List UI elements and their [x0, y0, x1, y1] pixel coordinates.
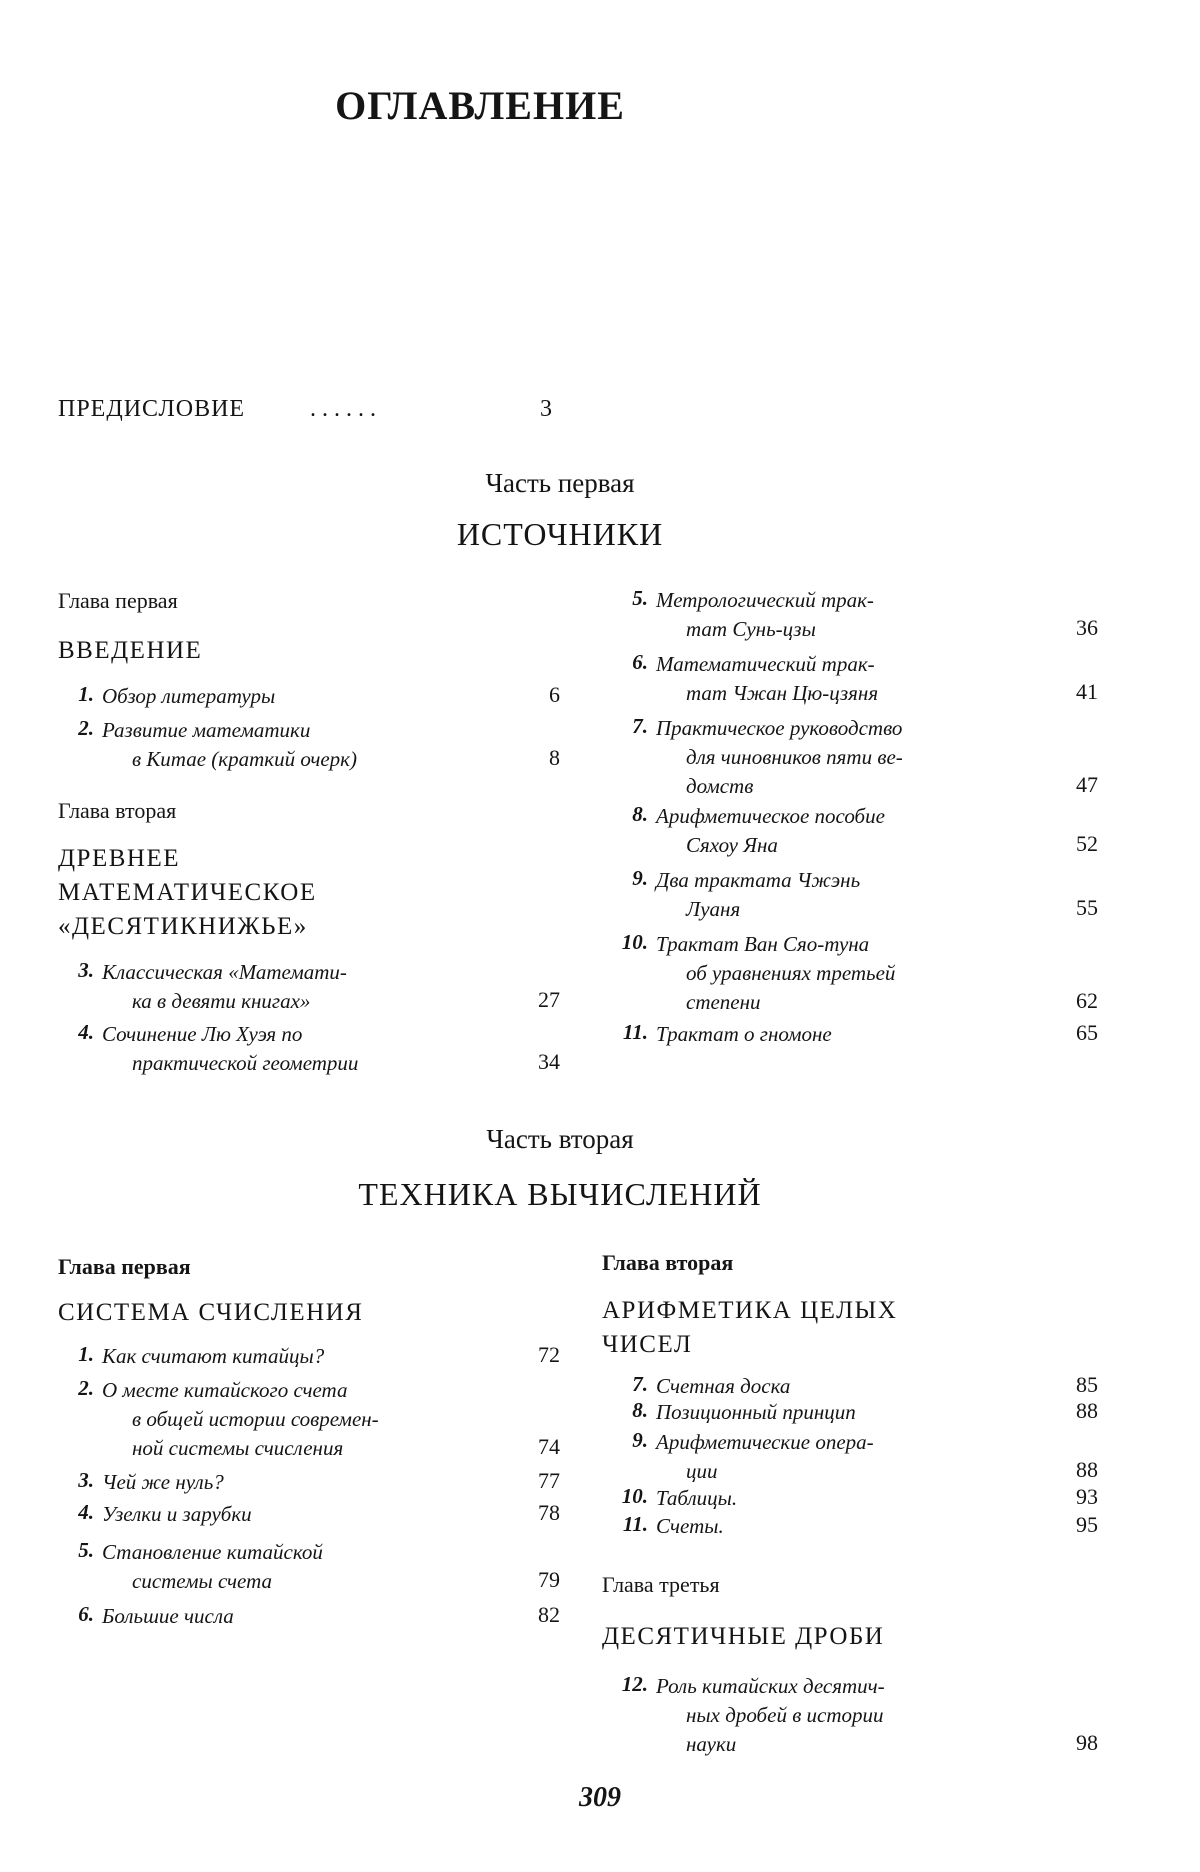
toc-entry-line: Счеты. — [656, 1514, 724, 1538]
toc-entry-line: Счетная доска — [656, 1374, 791, 1398]
toc-entry-title — [102, 682, 512, 711]
toc-entry-title — [102, 1342, 512, 1371]
toc-entry-line: в Китае (краткий очерк) — [132, 747, 357, 771]
toc-entry-number: 3. — [78, 958, 94, 982]
toc-entry-title — [656, 1512, 1061, 1541]
toc-entry-title — [656, 650, 1061, 708]
toc-entry-line: тат Чжан Цю-цзяня — [686, 681, 879, 705]
toc-entry-page: 6 — [549, 682, 560, 707]
toc-entry-page: 74 — [538, 1434, 560, 1459]
toc-entry-title — [102, 716, 512, 774]
toc-entry-page: 82 — [538, 1602, 560, 1627]
toc-entry-line: Луаня — [686, 897, 741, 921]
toc-entry-line: Роль китайских десятич- — [656, 1674, 885, 1698]
toc-entry-line: науки — [686, 1732, 737, 1756]
toc-entry-title — [656, 1020, 1061, 1049]
toc-entry-page: 85 — [1076, 1372, 1098, 1397]
toc-entry-line: ной системы счисления — [132, 1436, 344, 1460]
toc-entry-line: Два трактата Чжэнь — [656, 868, 861, 892]
toc-entry-page: 78 — [538, 1500, 560, 1525]
toc-entry-number: 9. — [632, 1428, 648, 1452]
toc-entry-page: 62 — [1076, 988, 1098, 1013]
toc-entry-title — [102, 1538, 512, 1596]
toc-entry-line: тат Сунь-цзы — [686, 617, 816, 641]
toc-entry-title — [656, 866, 1061, 924]
part1-label: Часть первая — [485, 468, 635, 498]
toc-entry-number: 8. — [632, 1398, 648, 1422]
toc-entry-line: Развитие математики — [102, 718, 311, 742]
part2-ch2-title — [602, 1294, 897, 1362]
toc-entry-title — [102, 958, 512, 1016]
toc-entry-number: 7. — [632, 1372, 648, 1396]
toc-entry-page: 34 — [538, 1049, 560, 1074]
toc-entry-number: 10. — [621, 1484, 648, 1508]
toc-entry-title — [656, 714, 1061, 801]
toc-entry-line: Таблицы. — [656, 1486, 738, 1510]
toc-entry-page: 36 — [1076, 615, 1098, 640]
toc-entry-number: 9. — [632, 866, 648, 890]
toc-entry-number: 11. — [622, 1512, 648, 1536]
part1-ch2-title-line: «ДЕСЯТИКНИЖЬЕ» — [58, 913, 308, 940]
toc-entry-number: 2. — [78, 716, 94, 740]
toc-entry-line: системы счета — [132, 1569, 273, 1593]
toc-entry-line: практической геометрии — [132, 1051, 359, 1075]
part1-ch2-title-line: ДРЕВНЕЕ — [58, 845, 180, 872]
toc-entry-number: 2. — [78, 1376, 94, 1400]
part1-ch2-label: Глава вторая — [58, 798, 177, 823]
toc-entry-page: 8 — [549, 745, 560, 770]
toc-entry-title — [102, 1500, 512, 1529]
toc-entry-line: Практическое руководство — [656, 716, 903, 740]
toc-entry-line: ных дробей в истории — [686, 1703, 884, 1727]
toc-entry-line: в общей истории современ- — [132, 1407, 379, 1431]
toc-entry-line: Узелки и зарубки — [102, 1502, 252, 1526]
toc-entry-title — [102, 1020, 512, 1078]
part2-ch1-title: СИСТЕМА СЧИСЛЕНИЯ — [58, 1299, 364, 1326]
toc-entry-title — [656, 586, 1061, 644]
toc-entry-page: 93 — [1076, 1484, 1098, 1509]
toc-entry-number: 1. — [78, 682, 94, 706]
toc-entry-line: Сяхоу Яна — [686, 833, 778, 857]
toc-entry-page: 98 — [1076, 1730, 1098, 1755]
part2-ch3-title: ДЕСЯТИЧНЫЕ ДРОБИ — [602, 1623, 885, 1650]
toc-entry-page: 55 — [1076, 895, 1098, 920]
toc-entry-line: Позиционный принцип — [656, 1400, 856, 1424]
toc-entry-number: 6. — [632, 650, 648, 674]
toc-entry-line: Как считают китайцы? — [102, 1344, 325, 1368]
toc-entry-line: домств — [686, 774, 754, 798]
toc-entry-title — [656, 930, 1061, 1017]
toc-entry-line: Математический трак- — [656, 652, 875, 676]
part1-ch1-label: Глава первая — [58, 588, 178, 613]
toc-entry-title — [102, 1468, 512, 1497]
part2-title: ТЕХНИКА ВЫЧИСЛЕНИЙ — [358, 1176, 762, 1212]
toc-entry-page: 27 — [538, 987, 560, 1012]
toc-entry-line: об уравнениях третьей — [686, 961, 896, 985]
toc-entry-line: Трактат о гномоне — [656, 1022, 832, 1046]
toc-entry-page: 79 — [538, 1567, 560, 1592]
toc-entry-line: Трактат Ван Сяо-туна — [656, 932, 870, 956]
part2-ch2-title-line: ЧИСЕЛ — [602, 1331, 693, 1358]
toc-entry-line: Арифметические опера- — [656, 1430, 874, 1454]
toc-entry-line: ции — [686, 1459, 718, 1483]
toc-entry-page: 65 — [1076, 1020, 1098, 1045]
toc-entry-number: 8. — [632, 802, 648, 826]
toc-entry-page: 95 — [1076, 1512, 1098, 1537]
part1-ch2-title-line: МАТЕМАТИЧЕСКОЕ — [58, 879, 317, 906]
toc-entry-number: 6. — [78, 1602, 94, 1626]
toc-entry-number: 3. — [78, 1468, 94, 1492]
toc-entry-title — [656, 1672, 1061, 1759]
part2-ch2-label: Глава вторая — [602, 1250, 734, 1275]
part2-ch3-label: Глава третья — [602, 1572, 720, 1597]
toc-entry-line: Чей же нуль? — [102, 1470, 224, 1494]
toc-entry-line: Метрологический трак- — [656, 588, 874, 612]
toc-entry-title — [656, 1428, 1061, 1486]
toc-entry-line: Обзор литературы — [102, 684, 276, 708]
toc-entry-line: Становление китайской — [102, 1540, 323, 1564]
toc-entry-number: 5. — [632, 586, 648, 610]
toc-entry-page: 88 — [1076, 1457, 1098, 1482]
toc-entry-page: 88 — [1076, 1398, 1098, 1423]
preface-dots: ...... — [310, 396, 382, 422]
toc-entry-title — [656, 1398, 1061, 1427]
toc-entry-line: Сочинение Лю Хуэя по — [102, 1022, 303, 1046]
part1-title: ИСТОЧНИКИ — [456, 516, 664, 552]
toc-entry-page: 77 — [538, 1468, 560, 1493]
toc-entry-title — [102, 1602, 512, 1631]
toc-entry-number: 5. — [78, 1538, 94, 1562]
part2-ch2-title-line: АРИФМЕТИКА ЦЕЛЫХ — [602, 1297, 898, 1324]
toc-entry-page: 41 — [1076, 679, 1098, 704]
part1-ch2-title — [58, 842, 317, 944]
toc-entry-number: 7. — [632, 714, 648, 738]
toc-entry-line: Арифметическое пособие — [656, 804, 885, 828]
toc-entry-line: Большие числа — [102, 1604, 234, 1628]
preface-label: ПРЕДИСЛОВИЕ — [58, 396, 246, 422]
toc-entry-title — [656, 1372, 1061, 1401]
toc-entry-title — [656, 802, 1061, 860]
toc-entry-line: ка в девяти книгах» — [132, 989, 311, 1013]
preface-page: 3 — [540, 396, 552, 422]
toc-entry-page: 47 — [1076, 772, 1098, 797]
toc-entry-line: для чиновников пяти ве- — [686, 745, 903, 769]
toc-entry-number: 12. — [621, 1672, 648, 1696]
toc-entry-title — [102, 1376, 512, 1463]
toc-entry-line: степени — [686, 990, 761, 1014]
toc-entry-line: Классическая «Математи- — [102, 960, 347, 984]
toc-entry-title — [656, 1484, 1061, 1513]
part2-ch1-label: Глава первая — [58, 1254, 191, 1279]
toc-entry-number: 11. — [622, 1020, 648, 1044]
toc-entry-page: 52 — [1076, 831, 1098, 856]
toc-entry-page: 72 — [538, 1342, 560, 1367]
page-number: 309 — [579, 1782, 621, 1813]
part2-label: Часть вторая — [486, 1124, 634, 1154]
toc-entry-number: 10. — [621, 930, 648, 954]
page-title: ОГЛАВЛЕНИЕ — [335, 83, 625, 128]
toc-entry-line: О месте китайского счета — [102, 1378, 348, 1402]
toc-entry-number: 1. — [78, 1342, 94, 1366]
part1-ch1-title: ВВЕДЕНИЕ — [58, 637, 203, 664]
toc-entry-number: 4. — [78, 1020, 94, 1044]
toc-entry-number: 4. — [78, 1500, 94, 1524]
